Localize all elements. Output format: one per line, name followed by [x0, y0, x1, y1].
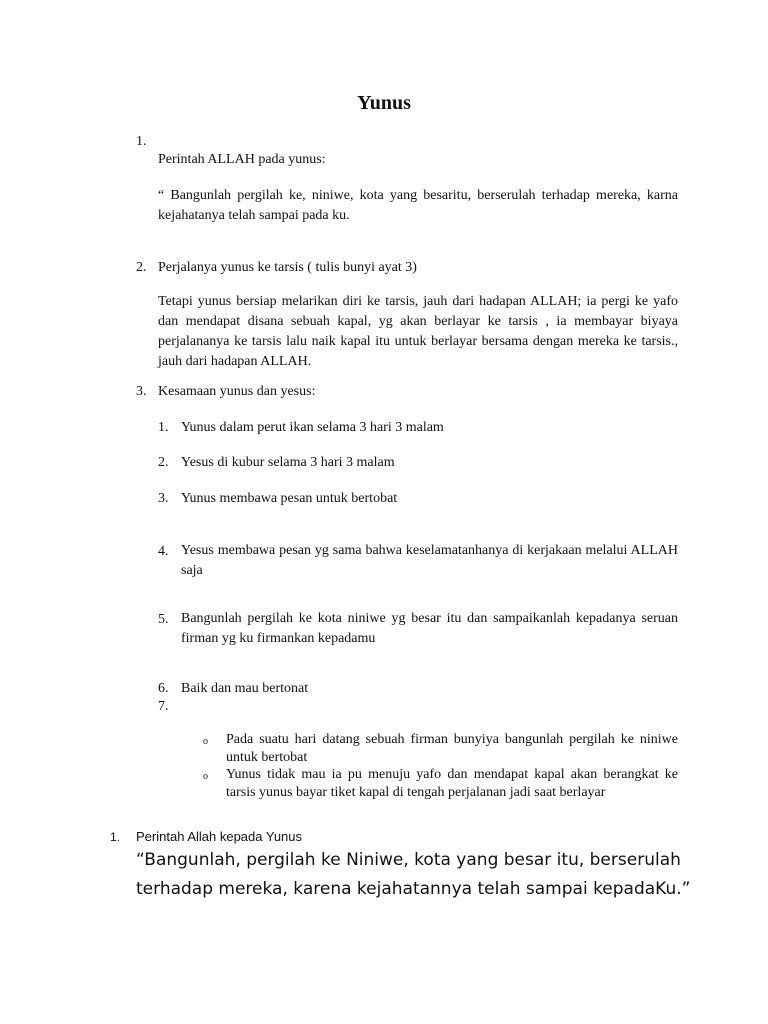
item2-number: 2. — [136, 260, 147, 275]
bullet-marker: o — [203, 771, 208, 782]
item2-heading: Perjalanya yunus ke tarsis ( tulis bunyi ayat 3) — [158, 260, 417, 275]
sub-item-text: Yunus membawa pesan untuk bertobat — [181, 491, 398, 506]
footer-item-number: 1. — [110, 830, 121, 844]
document-title: Yunus — [357, 92, 411, 114]
sub-item-text: Yunus dalam perut ikan selama 3 hari 3 malam — [181, 420, 444, 435]
bullet-text: Yunus tidak mau ia pu menuju yafo dan mendapat kapal akan berangkat ke tarsis yunus bayar tiket kapal di tengah perjalanan jadi saat berlayar — [226, 767, 678, 800]
sub-item-number: 1. — [158, 420, 169, 435]
sub-item-number: 5. — [158, 612, 169, 627]
sub-item-text: Baik dan mau bertonat — [181, 681, 309, 696]
item3-number: 3. — [136, 384, 147, 399]
bullet-text: Pada suatu hari datang sebuah firman bunyiya bangunlah pergilah ke niniwe untuk bertobat — [226, 732, 678, 765]
sub-item-text: Yesus membawa pesan yg sama bahwa keselamatanhanya di kerjakaan melalui ALLAH saja — [181, 543, 678, 578]
item2-paragraph: Tetapi yunus bersiap melarikan diri ke tarsis, jauh dari hadapan ALLAH; ia pergi ke yafo dan mendapat disana sebuah kapal, yg akan berlayar ke tarsis , ia membayar biyaya perjalananya ke tarsis lalu naik kapal itu untuk berlayar bersama dengan mereka ke tarsis., jauh dari hadapan ALLAH. — [158, 294, 678, 369]
sub-item-number: 7. — [158, 699, 169, 714]
sub-item-text: Bangunlah pergilah ke kota niniwe yg besar itu dan sampaikanlah kepadanya seruan firman yg ku firmankan kepadamu — [181, 611, 678, 646]
item3-heading: Kesamaan yunus dan yesus: — [158, 384, 316, 399]
sub-item-text: Yesus di kubur selama 3 hari 3 malam — [181, 455, 395, 470]
footer-quote-line1: “Bangunlah, pergilah ke Niniwe, kota yang besar itu, berserulah — [136, 850, 681, 870]
sub-item-number: 4. — [158, 544, 169, 559]
item1-heading: Perintah ALLAH pada yunus: — [158, 152, 326, 167]
sub-item-number: 2. — [158, 455, 169, 470]
item1-quote: “ Bangunlah pergilah ke, niniwe, kota yang besaritu, berserulah terhadap mereka, karna kejahatanya telah sampai pada ku. — [158, 188, 678, 223]
sub-item-number: 3. — [158, 491, 169, 506]
sub-item-number: 6. — [158, 681, 169, 696]
footer-item-heading: Perintah Allah kepada Yunus — [136, 829, 303, 844]
bullet-marker: o — [203, 736, 208, 747]
item1-number: 1. — [136, 134, 147, 149]
footer-quote-line2: terhadap mereka, karena kejahatannya telah sampai kepadaKu.” — [136, 879, 691, 899]
